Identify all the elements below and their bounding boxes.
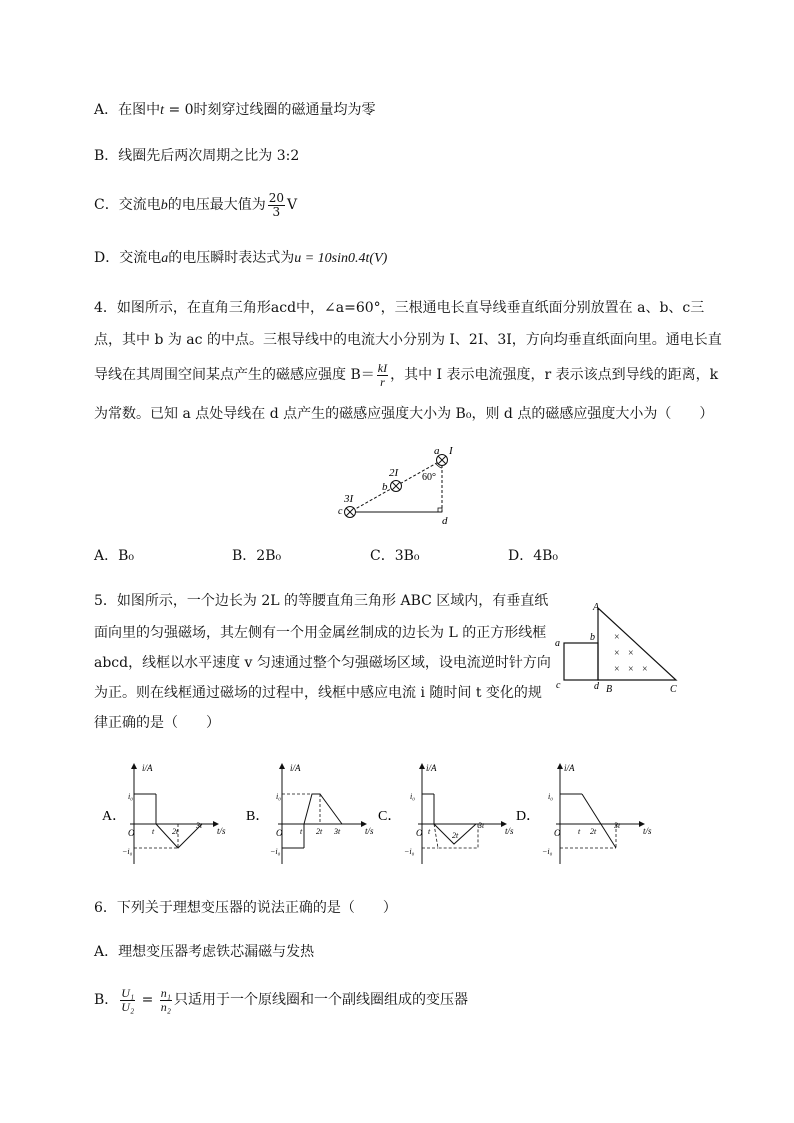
q5-label-A: A [593, 602, 600, 613]
graph-a-origin: O [128, 828, 135, 838]
q4-label-current-a: I [449, 445, 453, 457]
q4-label-current-c: 3I [344, 493, 354, 505]
q5-label-a: a [555, 638, 560, 649]
svg-text:×: × [628, 664, 634, 675]
fraction-denominator: 3 [272, 204, 281, 219]
graph-c-i0: i₀ [410, 792, 416, 801]
q5-label-b: b [590, 632, 595, 643]
q4-option-c: C．3B₀ [370, 548, 420, 564]
graph-d-neg-i0: −i₀ [542, 847, 553, 856]
q3-option-a-var: t [160, 103, 165, 118]
wire-b-icon [391, 481, 402, 492]
graph-a-t3: 3t [196, 821, 203, 830]
q4-line-4: 为常数。已知 a 点处导线在 d 点产生的磁感应强度大小为 B₀，则 d 点的磁感应强度大小为（ ） [94, 406, 714, 422]
q5-triangle-abc [598, 608, 676, 680]
q3-option-c-var: b [160, 198, 168, 213]
q3-option-b: B．线圈先后两次周期之比为 3:2 [94, 148, 300, 164]
graph-b-origin: O [276, 828, 283, 838]
q5-label-d: d [594, 681, 599, 692]
graph-d-t3: 3t [614, 821, 621, 830]
graph-a-y-label: i/A [142, 763, 153, 773]
graph-d-i0: i₀ [548, 792, 554, 801]
graph-b-x-label: t/s [365, 826, 374, 836]
q5-label-B: B [606, 684, 613, 695]
graph-a-i0: i₀ [128, 792, 134, 801]
q3-option-c-mid: 的电压最大值为 [167, 197, 266, 213]
q4-label-current-b: 2I [389, 467, 399, 479]
graph-d-origin: O [554, 828, 561, 838]
q4-line-2: 点，其中 b 为 ac 的中点。三根导线中的电流大小分别为 I、2I、3I，方向均垂直纸面向里。通电长直 [94, 332, 722, 348]
q4-line-1: 4．如图所示，在直角三角形acd中，∠a=60°，三根通电长直导线垂直纸面分别放置在 a、b、c三 [94, 300, 705, 316]
q3-option-a-text: A．在图中 [94, 102, 161, 118]
q6-line-1: 6．下列关于理想变压器的说法正确的是（ ） [94, 900, 397, 916]
q6-option-a: A．理想变压器考虑铁芯漏磁与发热 [94, 944, 315, 960]
graph-c-t1: t [428, 827, 431, 836]
q6-fraction-n [160, 987, 172, 1014]
graph-d-label: D． [516, 809, 541, 824]
q5-label-C: C [670, 684, 677, 695]
q5-line-4: 为正。则在线框通过磁场的过程中，线框中感应电流 i 随时间 t 变化的规 [94, 685, 542, 701]
q6-option-b-prefix: B． [94, 992, 119, 1008]
q4-label-c: c [338, 506, 343, 517]
q4-formula-fraction [377, 362, 388, 389]
q5-line-2: 面向里的匀强磁场，其左侧有一个用金属丝制成的边长为 L 的正方形线框 [94, 625, 547, 641]
q6-option-b-text: 只适用于一个原线圈和一个副线圈组成的变压器 [173, 992, 468, 1008]
q4-label-angle: 60° [422, 472, 436, 483]
q3-option-d-var: a [161, 251, 169, 266]
graph-d-t1: t [578, 827, 581, 836]
fraction-numerator: 20 [268, 190, 284, 205]
q6-option-b [94, 984, 468, 1016]
q3-option-d-text: D．交流电 [94, 250, 162, 266]
fraction-denominator: r [380, 374, 385, 389]
q5-figure [552, 596, 688, 696]
q4-label-a: a [434, 445, 440, 457]
q3-option-d [94, 248, 387, 269]
fraction-numerator: kI [377, 360, 388, 375]
q3-option-c-unit: V [287, 197, 298, 213]
svg-text:×: × [614, 648, 620, 659]
q4-label-d: d [442, 515, 448, 527]
svg-text:×: × [628, 648, 634, 659]
graph-b [246, 763, 374, 864]
graph-d-t2: 2t [590, 827, 597, 836]
graph-a [102, 763, 226, 864]
q5-graphs [90, 754, 700, 874]
graph-a-t1: t [152, 827, 155, 836]
svg-text:×: × [614, 632, 620, 643]
q4-option-b: B．2B₀ [232, 548, 282, 564]
graph-a-x-label: t/s [217, 826, 226, 836]
q3-option-a [94, 100, 376, 121]
graph-a-label: A． [102, 809, 127, 824]
graph-b-i0: i₀ [276, 792, 282, 801]
q3-option-d-mid: 的电压瞬时表达式为 [168, 250, 295, 266]
q6-equals: = [137, 992, 158, 1008]
q5-line-5: 律正确的是（ ） [94, 715, 220, 731]
q3-option-c-text: C．交流电 [94, 197, 161, 213]
graph-b-t1: t [300, 827, 303, 836]
graph-c [378, 763, 514, 864]
graph-c-t2: 2t [452, 831, 459, 840]
q5-square-frame [564, 643, 598, 680]
graph-c-neg-i0: −i₀ [404, 847, 415, 856]
fraction-numerator: U₁ [121, 985, 135, 1000]
graph-c-x-label: t/s [505, 826, 514, 836]
graph-b-y-label: i/A [290, 763, 301, 773]
graph-d [516, 763, 652, 864]
q3-option-c-fraction [268, 192, 285, 219]
q5-line-1: 5．如图所示，一个边长为 2L 的等腰直角三角形 ABC 区域内，有垂直纸 [94, 593, 549, 609]
graph-c-y-label: i/A [426, 763, 437, 773]
fraction-denominator: U₂ [121, 999, 135, 1014]
graph-a-t2: 2t [172, 827, 179, 836]
graph-b-t2: 2t [316, 827, 323, 836]
graph-c-origin: O [416, 828, 423, 838]
q4-option-d: D．4B₀ [508, 548, 559, 564]
svg-text:×: × [614, 664, 620, 675]
graph-b-label: B． [246, 809, 270, 824]
q3-option-c [94, 190, 297, 221]
q4-line-3 [94, 360, 718, 390]
graph-b-neg-i0: −i₀ [270, 847, 281, 856]
graph-d-x-label: t/s [643, 826, 652, 836]
q4-line-3-text-end: ，其中 I 表示电流强度，r 表示该点到导线的距离，k [390, 367, 719, 383]
graph-c-label: C． [378, 809, 402, 824]
fraction-numerator: n₁ [160, 985, 171, 1000]
q4-option-a: A．B₀ [94, 548, 135, 564]
q4-right-angle-mark [438, 508, 442, 512]
q3-option-d-expression: u = 10sin0.4t(V) [294, 251, 388, 266]
graph-d-y-label: i/A [564, 763, 575, 773]
q5-label-c: c [556, 680, 561, 691]
svg-text:×: × [642, 664, 648, 675]
graph-b-t3: 3t [334, 827, 341, 836]
q4-line-3-text: 导线在其周围空间某点产生的磁感应强度 B＝ [94, 367, 375, 383]
q4-figure [330, 440, 460, 530]
wire-c-icon [345, 507, 356, 518]
q3-option-a-text-end: = 0时刻穿过线圈的磁通量均为零 [164, 102, 376, 118]
q4-label-b: b [382, 481, 388, 493]
graph-c-t3: 3t [478, 821, 485, 830]
graph-a-neg-i0: −i₀ [122, 847, 133, 856]
q6-fraction-u [120, 987, 135, 1014]
q5-line-3: abcd，线框以水平速度 v 匀速通过整个匀强磁场区域，设电流逆时针方向 [94, 655, 551, 671]
fraction-denominator: n₂ [160, 999, 171, 1014]
